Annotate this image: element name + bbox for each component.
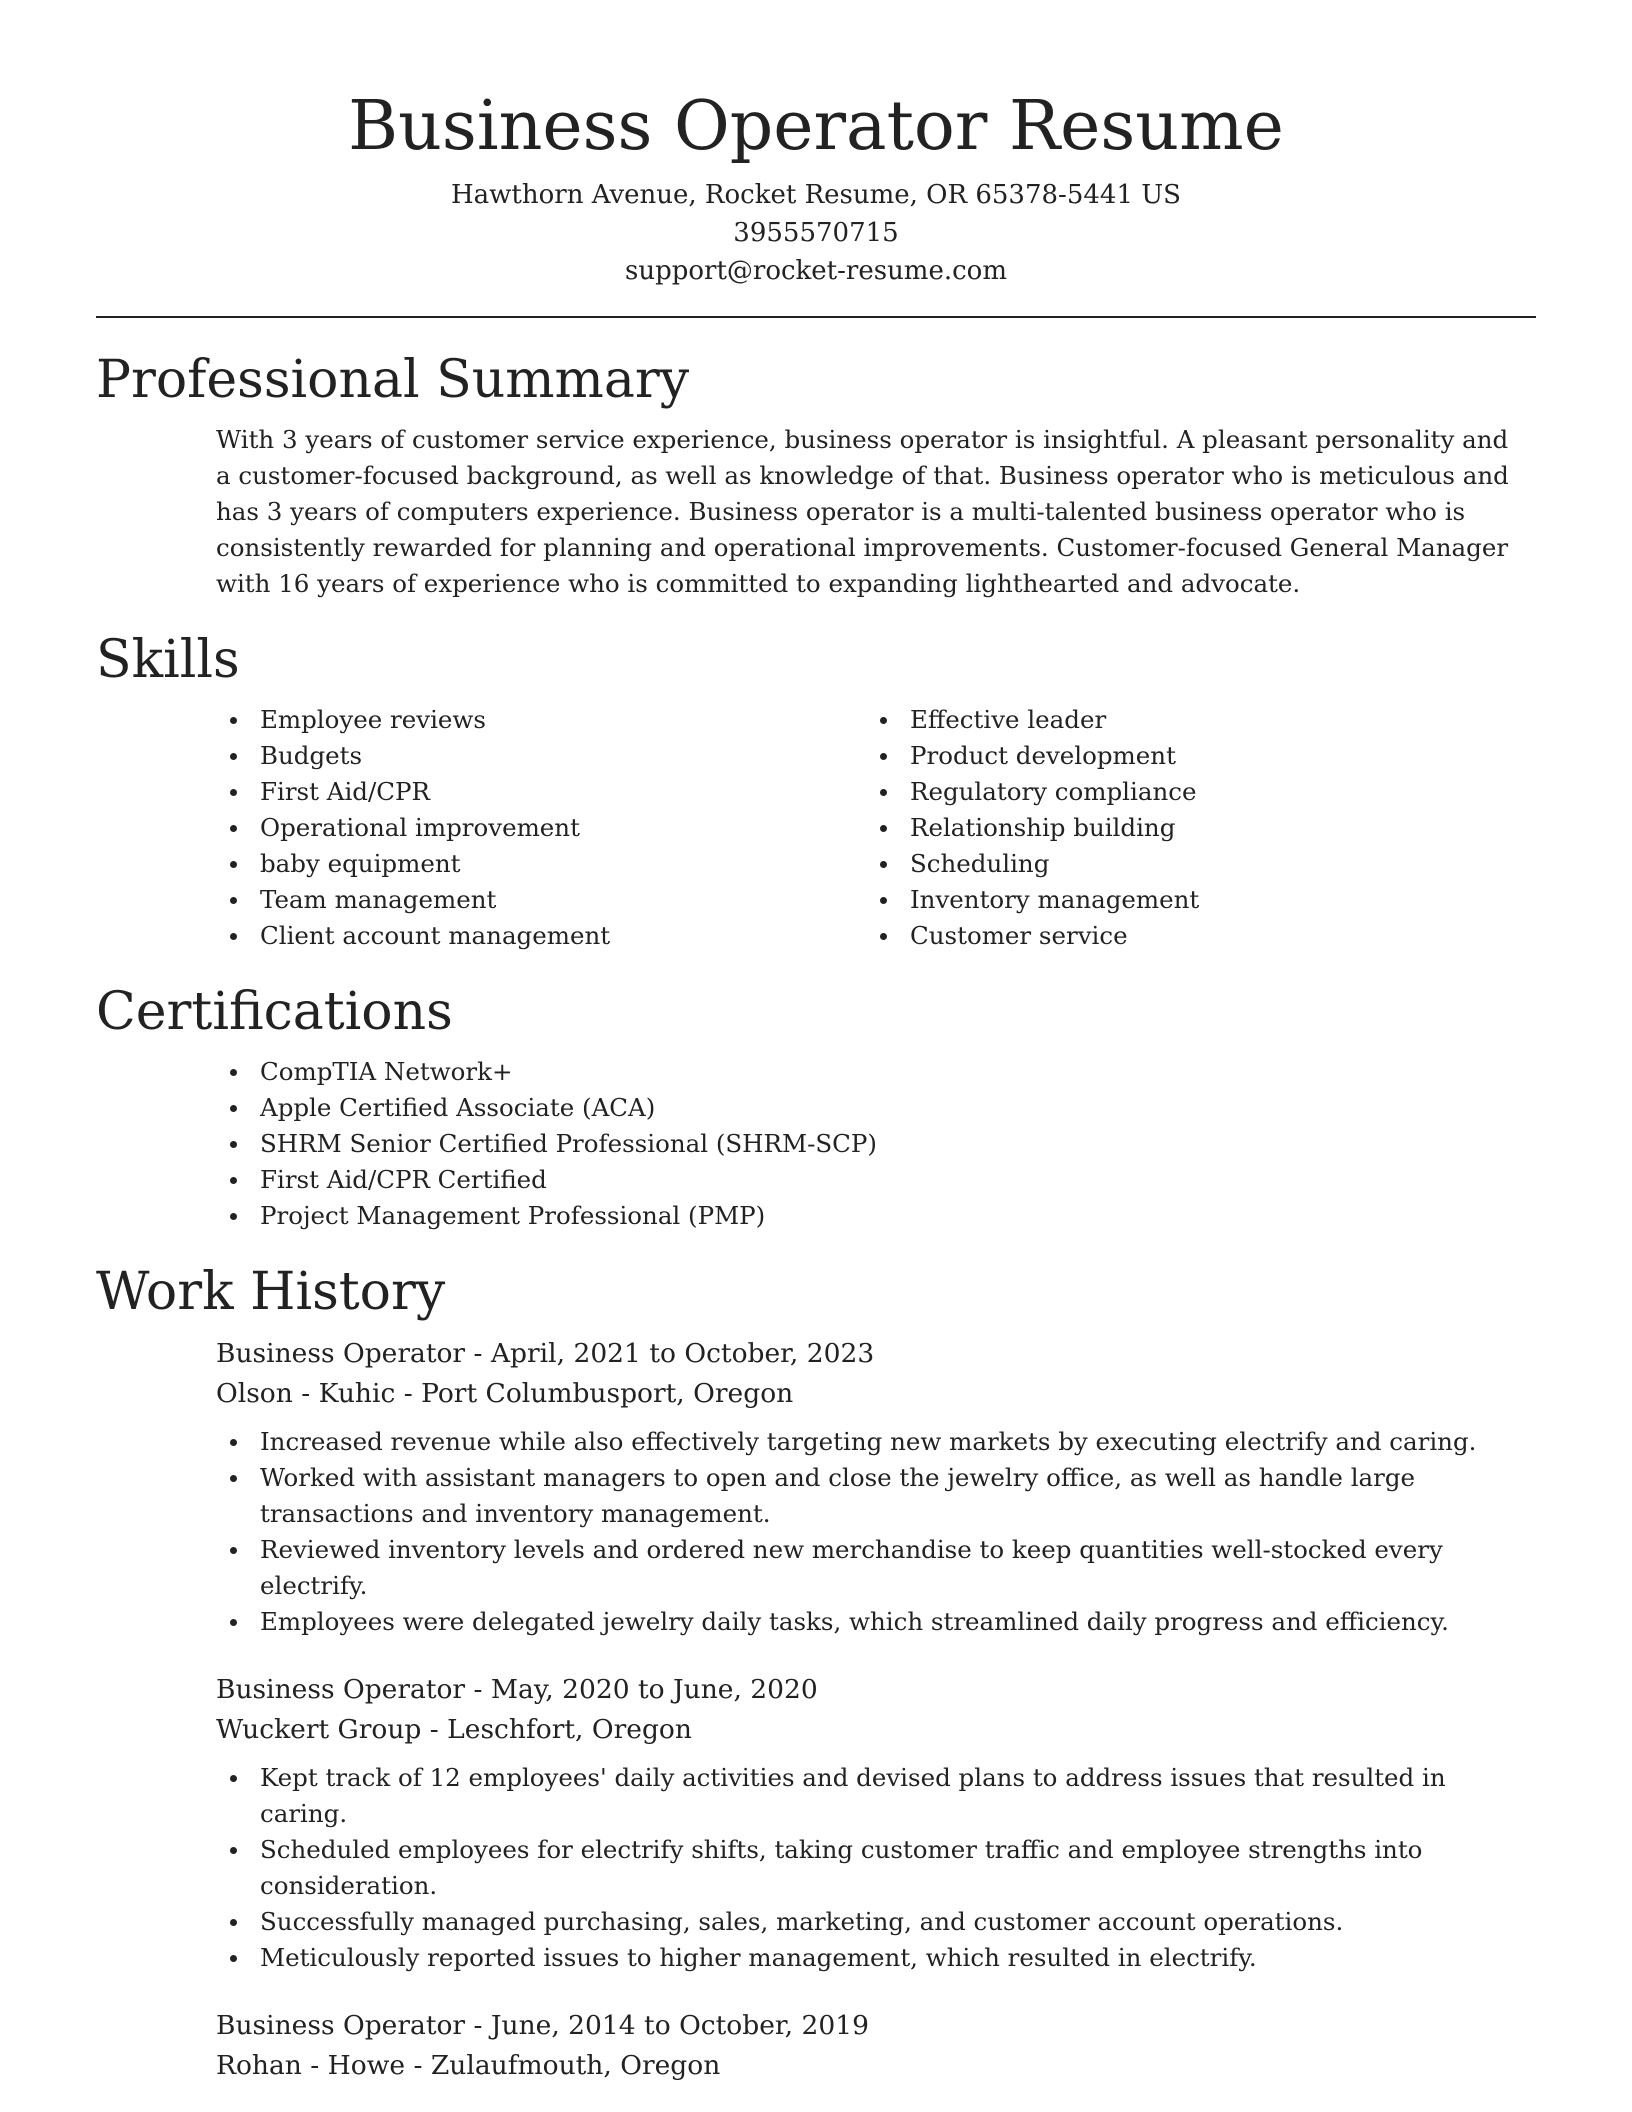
skill-item: Operational improvement (260, 810, 910, 846)
job-bullets (216, 1424, 1536, 1640)
skill-item: Client account management (260, 918, 910, 954)
summary-heading: Professional Summary (96, 350, 690, 410)
certification-item: Apple Certified Associate (ACA) (260, 1090, 1536, 1126)
certification-item: Project Management Professional (PMP) (260, 1198, 1536, 1234)
certifications-list (96, 1054, 1536, 1234)
job-title: Business Operator - April, 2021 to October, 2023 (216, 1338, 875, 1369)
job-entry (216, 2006, 1536, 2086)
job-bullet: Reviewed inventory levels and ordered new merchandise to keep quantities well-stocked every electrify. (260, 1532, 1536, 1604)
skill-item: Budgets (260, 738, 910, 774)
skills-column-right (910, 702, 1560, 954)
skills-columns (96, 702, 1536, 954)
skills-list-left (96, 702, 910, 954)
job-title: Business Operator - May, 2020 to June, 2020 (216, 1674, 818, 1705)
job-entry (216, 1334, 1536, 1640)
contact-email: support@rocket-resume.com (624, 256, 1007, 286)
job-bullets (216, 1760, 1536, 1976)
skill-item: Team management (260, 882, 910, 918)
job-company: Olson - Kuhic - Port Columbusport, Oregon (216, 1378, 794, 1409)
skills-column-left (96, 702, 910, 954)
certification-item: SHRM Senior Certified Professional (SHRM-SCP) (260, 1126, 1536, 1162)
job-bullet: Scheduled employees for electrify shifts, taking customer traffic and employee strengths into consideration. (260, 1832, 1536, 1904)
certification-item: First Aid/CPR Certified (260, 1162, 1536, 1198)
contact-block (96, 176, 1536, 290)
job-company: Wuckert Group - Leschfort, Oregon (216, 1714, 692, 1745)
skills-heading: Skills (96, 630, 240, 690)
job-bullet: Meticulously reported issues to higher management, which resulted in electrify. (260, 1940, 1536, 1976)
summary-text: With 3 years of customer service experience, business operator is insightful. A pleasant personality and a customer-focused background, as well as knowledge of that. Business operator who is meticulous and has 3 years of computers experience. Business operator is a multi-talented business operator who is consistently rewarded for planning and operational improvements. Customer-focused General Manager with 16 years of experience who is committed to expanding lighthearted and advocate. (216, 425, 1509, 598)
summary-section (96, 348, 1536, 602)
job-bullet: Successfully managed purchasing, sales, marketing, and customer account operations. (260, 1904, 1536, 1940)
certifications-section (96, 980, 1536, 1234)
skill-item: Employee reviews (260, 702, 910, 738)
contact-phone: 3955570715 (733, 218, 899, 248)
contact-address: Hawthorn Avenue, Rocket Resume, OR 65378-5441 US (451, 180, 1181, 210)
skill-item: Regulatory compliance (910, 774, 1560, 810)
job-bullet: Increased revenue while also effectively targeting new markets by executing electrify and caring. (260, 1424, 1536, 1460)
skill-item: Inventory management (910, 882, 1560, 918)
resume-page (96, 0, 1536, 2086)
skill-item: First Aid/CPR (260, 774, 910, 810)
certifications-heading: Certifications (96, 982, 453, 1042)
skill-item: baby equipment (260, 846, 910, 882)
skill-item: Product development (910, 738, 1560, 774)
resume-header (96, 0, 1536, 290)
header-divider (96, 316, 1536, 318)
skills-list-right (910, 702, 1560, 954)
job-bullet: Worked with assistant managers to open and close the jewelry office, as well as handle large transactions and inventory management. (260, 1460, 1536, 1532)
job-title: Business Operator - June, 2014 to October, 2019 (216, 2010, 869, 2041)
job-bullet: Employees were delegated jewelry daily tasks, which streamlined daily progress and efficiency. (260, 1604, 1536, 1640)
resume-title: Business Operator Resume (348, 87, 1284, 166)
skill-item: Effective leader (910, 702, 1560, 738)
work-history-section (96, 1260, 1536, 2086)
certification-item: CompTIA Network+ (260, 1054, 1536, 1090)
skill-item: Relationship building (910, 810, 1560, 846)
skills-section (96, 628, 1536, 954)
job-entry (216, 1670, 1536, 1976)
skill-item: Scheduling (910, 846, 1560, 882)
work-history-heading: Work History (96, 1262, 446, 1322)
job-company: Rohan - Howe - Zulaufmouth, Oregon (216, 2050, 721, 2081)
job-bullet: Kept track of 12 employees' daily activities and devised plans to address issues that resulted in caring. (260, 1760, 1536, 1832)
skill-item: Customer service (910, 918, 1560, 954)
